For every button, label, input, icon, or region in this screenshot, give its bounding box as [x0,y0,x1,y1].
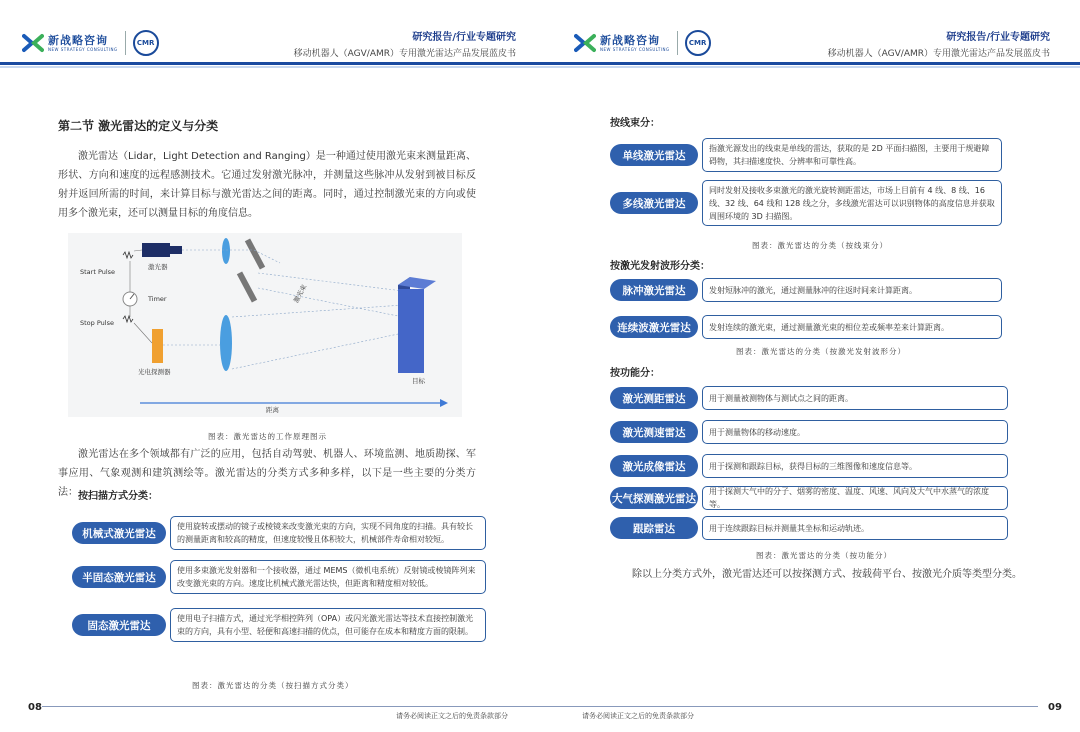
header-rule [540,62,1080,65]
stop-pulse-icon [123,316,133,322]
beam-item-label: 多线激光雷达 [610,192,698,214]
function-item-desc: 用于测量物体的移动速度。 [702,420,1008,444]
wave-item [610,315,1002,339]
function-item [610,420,1008,444]
start-pulse-label: Start Pulse [80,268,116,276]
header-report-title: 移动机器人（AGV/AMR）专用激光雷达产品发展蓝皮书 [293,49,516,59]
logo-divider [677,31,678,55]
mirror-2 [237,271,257,302]
footer-rule [42,706,540,707]
detector-label: 光电探测器 [138,368,171,376]
scan-item-desc: 使用旋转或摆动的镜子或棱镜来改变激光束的方向，实现不同角度的扫描。具有较长的测量距离和较高的精度，但速度较慢且体积较大，机械部件寿命相对较短。 [170,516,486,550]
header-report-title: 移动机器人（AGV/AMR）专用激光雷达产品发展蓝皮书 [827,49,1050,59]
wave-item [610,278,1002,302]
scan-heading: 按扫描方式分类： [78,491,158,502]
stop-pulse-label: Stop Pulse [80,319,114,327]
function-item-desc: 用于连续跟踪目标并测量其坐标和运动轨迹。 [702,516,1008,540]
function-caption: 图表：激光雷达的分类（按功能分） [756,551,892,560]
laser-box [142,243,170,257]
footer-disclaimer: 请务必阅读正文之后的免责条款部分 [396,712,508,720]
function-item-label: 跟踪雷达 [610,517,698,539]
function-item-label: 激光成像雷达 [610,455,698,477]
scan-item [72,516,486,550]
beam-item-label: 单线激光雷达 [610,144,698,166]
beam-item [610,180,1002,226]
intro-paragraph: 激光雷达（Lidar，Light Detection and Ranging）是一种通过使用激光束来测量距离、形状、方向和速度的远程感测技术。它通过发射激光脉冲，并测量这些脉冲从发射到被目标反射并返回所需的时间，来计算目标与激光雷达之间的距离。同时，通过控制激光束的方向或使用多个激光束，还可以测量目标的角度信息。 [58,151,476,219]
diagram-drawing [68,233,462,417]
lidar-principle-diagram [68,233,462,417]
wave-item-label: 脉冲激光雷达 [610,279,698,301]
laser-label: 激光器 [148,263,168,271]
beam-item-desc: 同时发射及接收多束激光的激光旋转测距雷达，市场上目前有 4 线、8 线、16 线、32 线、64 线和 128 线之分，多线激光雷达可以识别物体的高度信息并获取周围环境的 3D 扫描图。 [702,180,1002,226]
application-paragraph: 激光雷达在多个领域都有广泛的应用，包括自动驾驶、机器人、环境监测、地质勘探、军事应用、气象观测和建筑测绘等。激光雷达的分类方式多种多样，以下是一些主要的分类方法： [58,449,476,498]
footer-disclaimer: 请务必阅读正文之后的免责条款部分 [582,712,694,720]
function-item [610,516,1008,540]
page-header [540,20,1080,64]
figure-caption: 图表：激光雷达的工作原理图示 [208,432,327,441]
header-rule [0,62,540,65]
function-item [610,486,1008,510]
beam-caption: 图表：激光雷达的分类（按线束分） [752,241,888,250]
wave-heading: 按激光发射波形分类： [610,261,710,272]
page-number: 08 [28,702,42,713]
wave-item-desc: 发射短脉冲的激光，通过测量脉冲的往返时间来计算距离。 [702,278,1002,302]
timer-label: Timer [148,295,167,303]
laser-nozzle [170,246,182,254]
function-item-label: 大气探测激光雷达 [610,487,698,509]
wave-item-label: 连续波激光雷达 [610,316,698,338]
page-number: 09 [1048,702,1062,713]
beam-label: 激光束 [292,283,309,305]
company-logo [574,30,711,56]
function-item [610,386,1008,410]
logo-name-en: NEW STRATEGY CONSULTING [600,46,670,52]
beam-item-desc: 指激光源发出的线束是单线的雷达，获取的是 2D 平面扫描图，主要用于规避障碍物，其扫描速度快、分辨率和可靠性高。 [702,138,1002,172]
wave-item-desc: 发射连续的激光束，通过测量激光束的相位差或频率差来计算距离。 [702,315,1002,339]
header-rule-light [0,66,540,68]
scan-item [72,560,486,594]
target-label: 目标 [412,377,425,385]
logo-name: 新战略咨询 [48,33,108,47]
seal-icon: CMR [685,30,711,56]
scan-item-label: 固态激光雷达 [72,614,166,636]
function-item-desc: 用于探测和跟踪目标，获得目标的三维图像和速度信息等。 [702,454,1008,478]
scan-caption: 图表：激光雷达的分类（按扫描方式分类） [192,681,354,690]
logo-name: 新战略咨询 [600,33,660,47]
distance-label: 距离 [266,406,279,414]
section-title: 第二节 激光雷达的定义与分类 [58,119,219,133]
logo-x-icon [574,32,596,54]
function-heading: 按功能分： [610,368,660,379]
function-item-label: 激光测距雷达 [610,387,698,409]
function-item-desc: 用于测量被测物体与测试点之间的距离。 [702,386,1008,410]
lens-top [222,238,230,264]
header-category: 研究报告/行业专题研究 [946,32,1050,43]
scan-item-label: 半固态激光雷达 [72,566,166,588]
beam-heading: 按线束分： [610,118,660,129]
seal-icon: CMR [133,30,159,56]
footer-rule [540,706,1038,707]
company-logo [22,30,159,56]
logo-divider [125,31,126,55]
right-page [540,0,1080,732]
lens-bottom [220,315,232,371]
scan-item-desc: 使用电子扫描方式，通过光学相控阵列（OPA）或闪光激光雷达等技术直接控制激光束的方向，具有小型、轻便和高速扫描的优点，但可能存在成本和精度方面的限制。 [170,608,486,642]
logo-x-icon [22,32,44,54]
start-pulse-icon [123,252,133,258]
header-category: 研究报告/行业专题研究 [412,32,516,43]
logo-name-en: NEW STRATEGY CONSULTING [48,46,118,52]
wave-caption: 图表：激光雷达的分类（按激光发射波形分） [736,347,906,356]
function-item [610,454,1008,478]
scan-item-label: 机械式激光雷达 [72,522,166,544]
function-item-label: 激光测速雷达 [610,421,698,443]
target-front [398,289,424,373]
function-item-desc: 用于探测大气中的分子、烟雾的密度、温度、风速、风向及大气中水蒸气的浓度等。 [702,486,1008,510]
scan-item [72,608,486,642]
scan-item-desc: 使用多束激光发射器和一个接收器，通过 MEMS（微机电系统）反射镜或棱镜阵列来改变激光束的方向。速度比机械式激光雷达快，但距离和精度相对较低。 [170,560,486,594]
closing-paragraph: 除以上分类方式外，激光雷达还可以按探测方式、按载荷平台、按激光介质等类型分类。 [632,569,1022,580]
header-rule-light [540,66,1080,68]
detector-box [152,329,163,363]
page-header [0,20,540,64]
beam-item [610,138,1002,172]
